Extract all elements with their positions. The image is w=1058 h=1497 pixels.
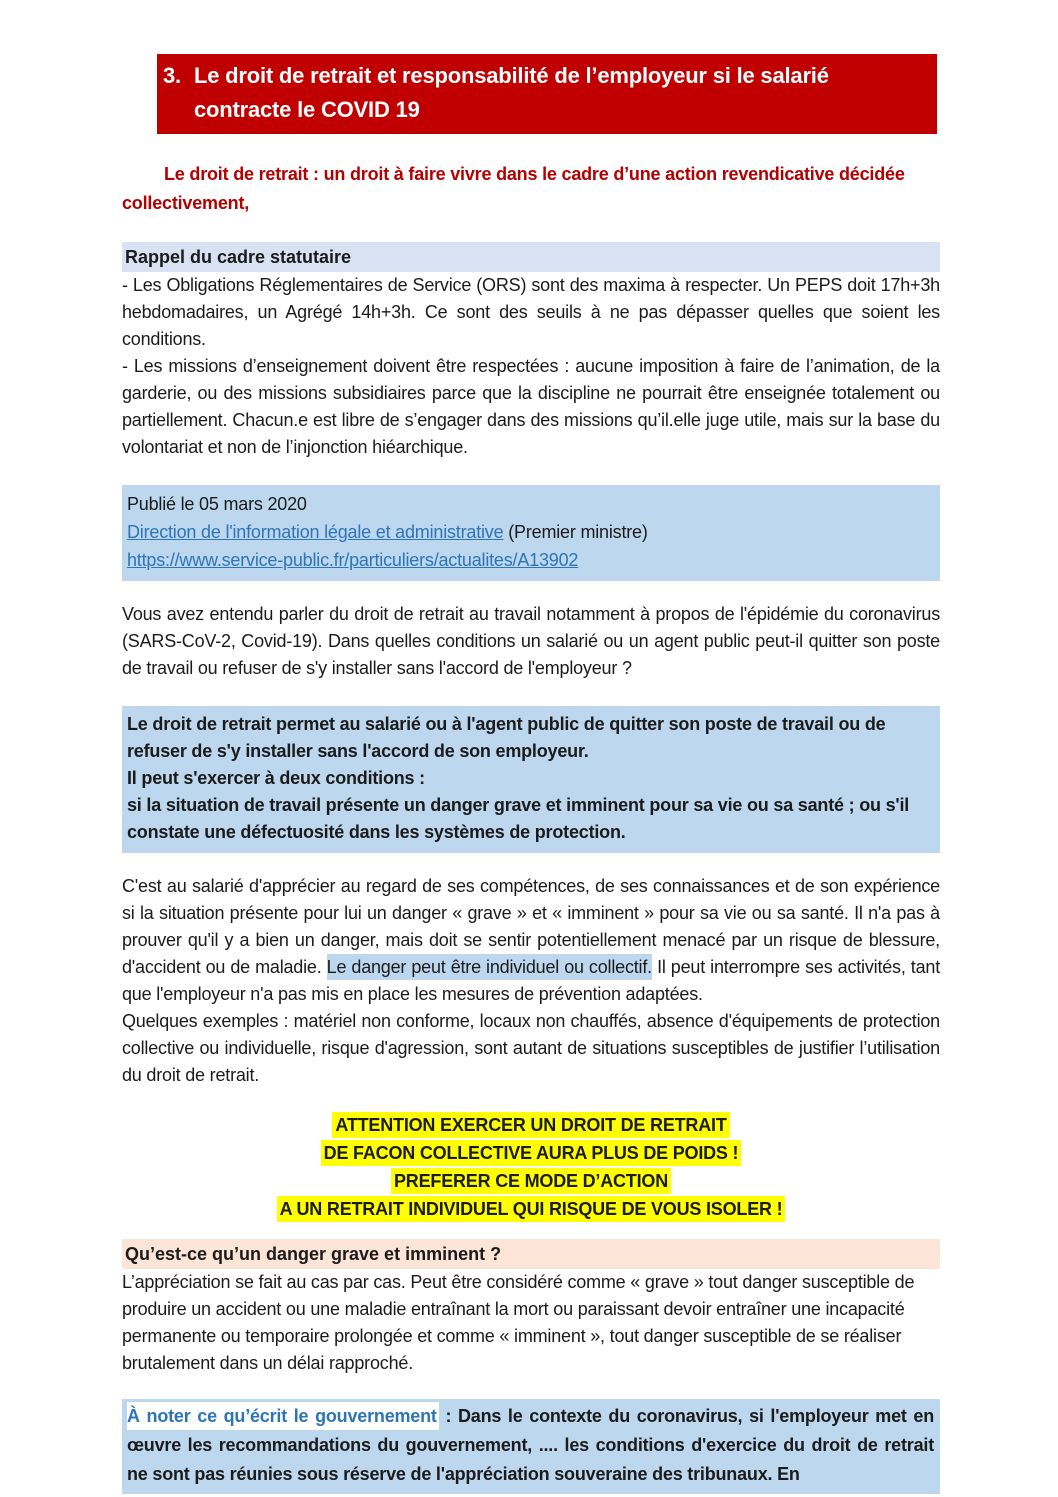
statutory-heading: Rappel du cadre statutaire — [122, 242, 940, 272]
service-public-url-link[interactable]: https://www.service-public.fr/particuliers/actualites/A13902 — [127, 550, 579, 570]
source-box — [122, 485, 940, 581]
section-number: 3. — [163, 63, 181, 88]
warning-line — [122, 1139, 940, 1167]
appreciation-part-2: Il peut interrompre ses activités, tant que l'employeur n'a pas mis en place les mesures de prévention adaptées. — [122, 957, 940, 1004]
government-note — [122, 1399, 940, 1494]
dila-link-suffix: (Premier ministre) — [503, 522, 648, 542]
warning-line-4: A UN RETRAIT INDIVIDUEL QUI RISQUE DE VOUS ISOLER ! — [277, 1196, 786, 1222]
appreciation-highlight: Le danger peut être individuel ou collectif. — [327, 954, 652, 980]
government-note-label: À noter ce qu’écrit le gouvernement — [127, 1402, 439, 1430]
definition-line-2: Il peut s'exercer à deux conditions : — [127, 768, 425, 788]
definition-line-1: Le droit de retrait permet au salarié ou à l'agent public de quitter son poste de travail ou de refuser de s'y installer sans l'accord de son employeur. — [127, 714, 886, 761]
examples-para: Quelques exemples : matériel non conforme, locaux non chauffés, absence d'équipements de protection collective ou individuelle, risque d'agression, sont autant de situations susceptibles de justifier l’utilisation du droit de retrait. — [122, 1011, 940, 1085]
warning-block — [122, 1111, 940, 1223]
warning-line-2: DE FACON COLLECTIVE AURA PLUS DE POIDS ! — [321, 1140, 742, 1166]
dila-link[interactable]: Direction de l'information légale et administrative — [127, 522, 504, 542]
warning-line — [122, 1167, 940, 1195]
appreciation-para — [122, 873, 940, 1008]
question-para: Vous avez entendu parler du droit de retrait au travail notamment à propos de l'épidémie du coronavirus (SARS-CoV-2, Covid-19). Dans quelles conditions un salarié ou un agent public peut-il quitter son poste de travail ou refuser de s'y installer sans l'accord de l'employeur ? — [122, 604, 940, 678]
section-title-banner — [157, 54, 937, 134]
warning-line-3: PREFERER CE MODE D’ACTION — [391, 1168, 671, 1194]
danger-body: L’appréciation se fait au cas par cas. Peut être considéré comme « grave » tout danger susceptible de produire un accident ou une maladie entraînant la mort ou paraissant devoir entraîner une incapacité permanente ou temporaire prolongée et comme « imminent », tout danger susceptible de se réaliser brutalement dans un délai rapproché. — [122, 1272, 915, 1373]
section-title: Le droit de retrait et responsabilité de l’employeur si le salarié contracte le COVID 19 — [193, 63, 829, 122]
definition-line-3: si la situation de travail présente un danger grave et imminent pour sa vie ou sa santé ; ou s'il constate une défectuosité dans les systèmes de protection. — [127, 795, 910, 842]
statutory-para-2: - Les missions d’enseignement doivent être respectées : aucune imposition à faire de l’animation, de la garderie, ou des missions subsidiaires parce que la discipline ne pourrait être enseignée totalement ou partiellement. Chacun.e est libre de s’engager dans des missions qu’il.elle juge utile, mais sur la base du volontariat et non de l’injonction hiéarchique. — [122, 356, 940, 457]
warning-line-1: ATTENTION EXERCER UN DROIT DE RETRAIT — [332, 1112, 729, 1138]
page-content — [122, 160, 940, 1494]
statutory-para-1: - Les Obligations Réglementaires de Service (ORS) sont des maxima à respecter. Un PEPS doit 17h+3h hebdomadaires, un Agrégé 14h+3h. Ce sont des seuils à ne pas dépasser quelles que soient les conditions. — [122, 275, 940, 349]
source-line — [127, 518, 932, 546]
published-date: Publié le 05 mars 2020 — [127, 494, 307, 514]
definition-box — [122, 706, 940, 853]
intro-statement: Le droit de retrait : un droit à faire vivre dans le cadre d’une action revendicative décidée collectivement, — [122, 164, 905, 213]
danger-heading: Qu’est-ce qu’un danger grave et imminent ? — [122, 1239, 940, 1269]
warning-line — [122, 1111, 940, 1139]
appreciation-part-1: C'est au salarié d'apprécier au regard de ses compétences, de ses connaissances et de son expérience si la situation présente pour lui un danger « grave » et « imminent » pour sa vie ou sa santé. Il n'a pas à prouver qu'il y a bien un danger, mais doit se sentir potentiellement menacé par un risque de blessure, d'accident ou de maladie. — [122, 876, 940, 977]
government-note-body: : Dans le contexte du coronavirus, si l'employeur met en œuvre les recommandations du gouvernement, .... les conditions d'exercice du droit de retrait ne sont pas réunies sous réserve de l'appréciation souveraine des tribunaux. En — [127, 1406, 935, 1484]
source-url-line — [127, 546, 932, 574]
warning-line — [122, 1195, 940, 1223]
